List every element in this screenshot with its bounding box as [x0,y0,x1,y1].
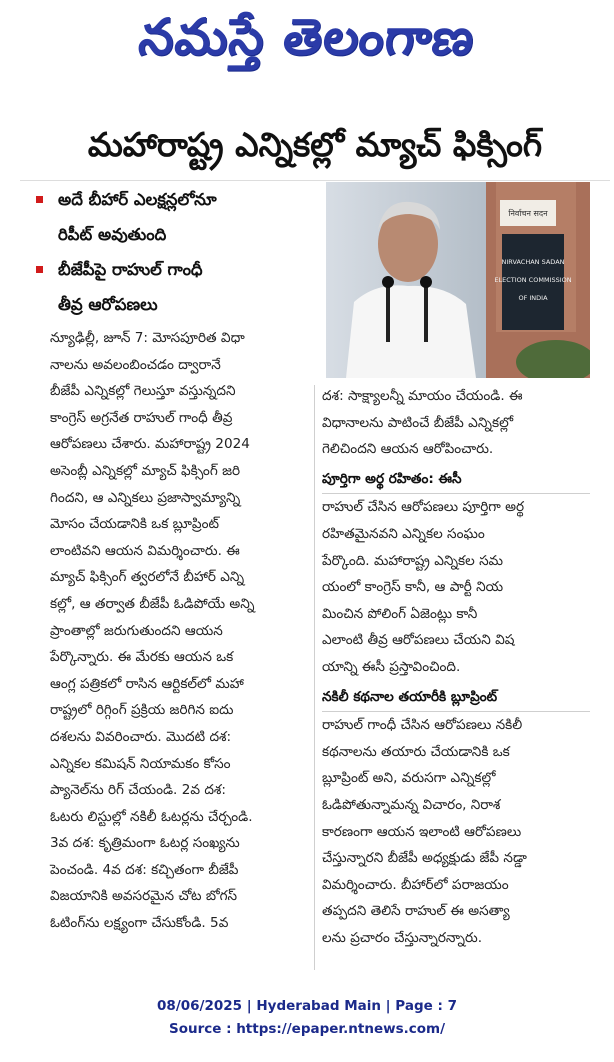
subheading-bjp-response: నకిలీ కథనాల తయారీకి బ్లూప్రింట్ [322,684,590,713]
masthead-title: నమస్తే తెలంగాణ [136,8,478,66]
article-line: చేస్తున్నారని బీజేపీ అధ్యక్షుడు జేపీ నడ్డా [322,850,527,867]
article-line: గిందని, ఆ ఎన్నికలు ప్రజాస్వామ్యాన్ని [50,489,241,506]
article-headline [20,110,610,181]
article-line: కారణంగా ఆయన ఇలాంటి ఆరోపణలు [322,823,522,840]
article-line: విజయానికి అవసరమైన చోట బోగస్ [50,888,238,905]
article-line: ప్రాంతాల్లో జరుగుతుందని ఆయన [50,622,223,639]
article-line: కల్లో, ఆ తర్వాత బీజేపీ ఓడిపోయే అన్ని [50,595,255,612]
red-square-bullet-icon [36,196,43,203]
article-line: ప్యానెల్‌ను రిగ్ చేయండి. 2వ దశ: [50,782,226,799]
article-line: పెంచండి. 4వ దశ: కచ్చితంగా బీజేపీ [50,861,239,878]
bullet-item: అదే బీహార్ ఎలక్షన్లలోనూ [30,182,320,217]
article-line: కథనాలను తయారు చేయడానికి ఒక [322,743,510,760]
bullet-item-continued: తీవ్ర ఆరోపణలు [58,295,158,314]
article-line: 3వ దశ: కృత్రిమంగా ఓటర్ల సంఖ్యను [50,835,240,852]
article-line: ఎలాంటి తీవ్ర ఆరోపణలు చేయని విష [322,632,515,649]
article-photo [326,182,590,378]
photo-sign-line-2: ELECTION COMMISSION [494,276,572,284]
article-line: ఎన్నికల కమిషన్ నియామకం కోసం [50,755,231,772]
article-line: ఓడిపోతున్నామన్న విచారం, నిరాశ [322,796,501,813]
article-line: యంలో కాంగ్రెస్ కానీ, ఆ పార్టీ నియ [322,579,504,596]
headline-text: మహారాష్ట్ర ఎన్నికల్లో మ్యాచ్ ఫిక్సింగ్ [87,124,543,164]
article-line: బీజేపీ ఎన్నికల్లో గెలుస్తూ వస్తున్నదని [50,383,236,400]
article-line: మ్యాచ్ ఫిక్సింగ్ త్వరలోనే బీహార్ ఎన్ని [50,569,245,586]
article-line: గెలిచిందని ఆయన ఆరోపించారు. [322,441,494,458]
article-column-right [322,383,590,951]
article-line: న్యూఢిల్లీ, జూన్ 7: మోసపూరిత విధా [50,330,245,346]
article-line: యాన్ని ఈసీ ప్రస్తావించింది. [322,658,461,675]
article-line: మోసం చేయడానికి ఒక బ్లూప్రింట్ [50,516,219,533]
article-line: విధానాలను పాటించే బీజేపీ ఎన్నికల్లో [322,414,514,431]
article-line: రాష్ట్రలో రిగ్గింగ్ ప్రక్రియ జరిగిన ఐదు [50,702,234,719]
photo-sign-line-1: NIRVACHAN SADAN [501,258,565,266]
newspaper-masthead [0,0,614,74]
article-line: పేర్కొన్నారు. ఈ మేరకు ఆయన ఒక [50,649,234,666]
article-line: విమర్శించారు. బీహార్‌లో పరాజయం [322,876,509,893]
article-line: తప్పదని తెలిసే రాహుల్ ఈ అసత్యా [322,903,510,920]
article-line: లాంటివని ఆయన విమర్శించారు. ఈ [50,542,240,559]
article-line: దశ: సాక్ష్యాలన్నీ మాయం చేయండి. ఈ [322,388,523,404]
photo-illustration [326,182,590,378]
footer-source-link[interactable]: Source : https://epaper.ntnews.com/ [168,1021,446,1037]
footer-edition-info: 08/06/2025 | Hyderabad Main | Page : 7 [157,998,457,1014]
article-line: లను ప్రచారం చేస్తున్నారన్నారు. [322,929,483,946]
photo-sign-line-3: OF INDIA [518,294,548,302]
article-line: రాహుల్ గాంధీ చేసిన ఆరోపణలు నకిలీ [322,717,523,734]
article-column-left [50,325,308,937]
article-line: అసెంబ్లీ ఎన్నికల్లో మ్యాచ్ ఫిక్సింగ్ జరి [50,462,241,479]
article-line: నాలను అవలంబించడం ద్వారానే [50,356,221,373]
photo-top-sign: निर्वाचन सदन [508,209,548,218]
subheading-ec-response: పూర్తిగా అర్థ రహితం: ఈసీ [322,466,590,495]
red-square-bullet-icon [36,266,43,273]
article-line: మించిన పోలింగ్ ఏజెంట్లు కానీ [322,605,478,622]
article-line: పేర్కొంది. మహారాష్ట్ర ఎన్నికల సమ [322,552,504,569]
article-line: ఆంగ్ల పత్రికలో రాసిన ఆర్టికల్‌లో మహా [50,675,244,692]
article-line: రాహుల్ చేసిన ఆరోపణలు పూర్తిగా అర్థ [322,499,525,516]
bullet-item-continued: రిపీట్ అవుతుంది [58,225,167,244]
article-line: కాంగ్రెస్ అగ్రనేత రాహుల్ గాంధీ తీవ్ర [50,409,233,426]
person-shirt [346,285,476,378]
article-line: ఆరోపణలు చేశారు. మహారాష్ట్ర 2024 [50,436,250,453]
article-line: ఓటింగ్‌ను లక్ష్యంగా చేసుకోండి. 5వ [50,915,229,932]
summary-bullets [30,182,320,322]
article-line: ఓటరు లిస్టుల్లో నకిలీ ఓటర్లను చేర్చండి. [50,808,253,825]
article-line: బ్లూప్రింట్ అని, వరుసగా ఎన్నికల్లో [322,770,496,787]
article-line: రహితమైనవని ఎన్నికల సంఘం [322,525,485,542]
column-divider [314,385,315,970]
article-line: దశలను వివరించారు. మొదటి దశ: [50,728,232,745]
bullet-item: బీజేపీపై రాహుల్ గాంధీ [30,252,320,287]
